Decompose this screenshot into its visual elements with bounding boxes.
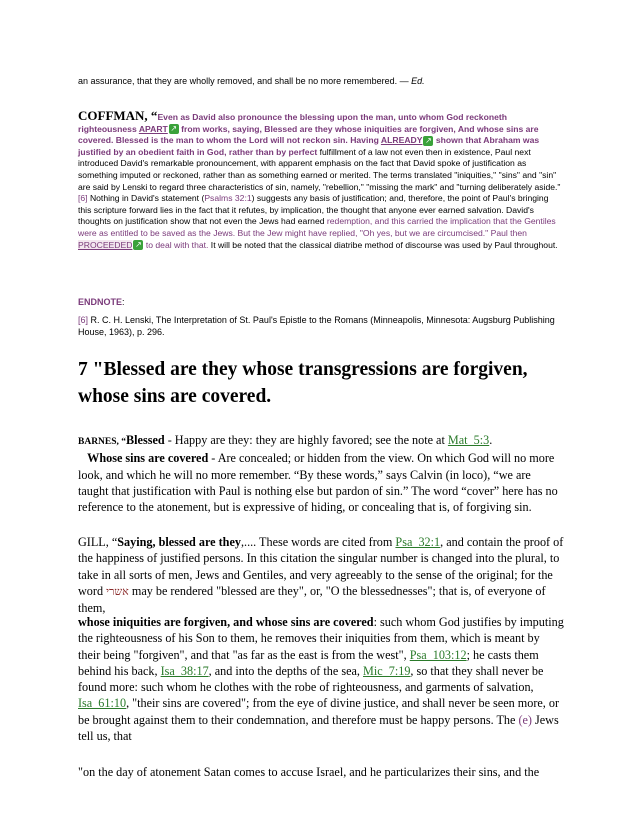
apart-link[interactable]: APART xyxy=(138,123,168,134)
ref-link[interactable]: Psa_32:1 xyxy=(395,535,441,549)
external-link-icon[interactable]: ↗ xyxy=(135,240,142,250)
external-link-icon[interactable]: ↗ xyxy=(170,124,178,134)
ref-link[interactable]: Isa_38:17 xyxy=(160,663,209,678)
proceeded-link[interactable]: PROCEEDED xyxy=(78,239,133,250)
ed-abbrev: Ed. xyxy=(411,76,425,86)
ref-link[interactable]: Psa_103:12 xyxy=(409,647,467,662)
endnote: ENDNOTE: [6] R. C. H. Lenski, The Interpretation of St. Paul's Epistle to the Romans (Minneapolis, Minnesota: Augsburg Publishing House, 1963), p. 296. xyxy=(78,297,555,337)
coffman-commentary: COFFMAN, “Even as David also pronounce the blessing upon the man, unto whom God reckoneth righteousness APART ↗ from works, saying, Blessed are they whose iniquities are forgiven, And whose sins are covered. Blessed is the man to whom the Lord will not reckon sin. Having ALREADY ↗ shown that Abraham was justified by an obedient faith in God, rather than by perfect fulfillment of a law not even then in existence, Paul next introduced David's remarkable pronouncement, with apparent emphasis on the fact that David spoke of justification as something imputed or reckoned, rather than as something earned or merited. The terms translated "iniquities," "sins" and "sin" are said by Lenski to regard three characteristics of sin, namely, "rebellion," "missing the mark" and "turning deliberately aside."[6] Nothing in David's statement (Psalms 32:1) suggests any basis of justification; and, therefore, the point of Paul's bringing this scripture forward lies in the fact that it refutes, by implication, the thought that anyone ever earned salvation. David's thoughts on justification show that not even the Jews had earned redemption, and this carried the implication that the Gentiles were as entitled to be saved as the Jews. But the Jew might have replied, "Oh yes, but we are circumcised." Paul then PROCEEDED ↗ to deal with that. It will be noted that the classical diatribe method of discourse was used by Paul throughout. xyxy=(78,108,561,250)
gill-label: GILL, “ xyxy=(78,535,118,549)
ed-line: an assurance, that they are wholly removed, and shall be no more remembered. — Ed. xyxy=(78,76,425,86)
quote-line: "on the day of atonement Satan comes to accuse Israel, and he particularizes their sins, and the xyxy=(78,765,540,779)
ref-link[interactable]: Mat_5:3 xyxy=(447,433,490,447)
external-link-icon[interactable]: ↗ xyxy=(425,135,432,145)
footnote-ref[interactable]: [6] xyxy=(78,193,88,204)
barnes-commentary: BARNES, “Blessed - Happy are they: they are highly favored; see the note at Mat_5:3. Whose sins are covered - Are concealed; or hidden from the view. On which God will no more look, and which he will no more remember. “By these words,” says Calvin (in loco), “we are taught that justification with Paul is nothing else but pardon of sin.” The word “cover” here has no reference to the atonement, but is expressive of hiding, or concealing that is, of forgiving sin. xyxy=(78,433,558,515)
ref-link[interactable]: Isa_61:10 xyxy=(78,696,127,711)
verse-heading: 7 "Blessed are they whose transgressions are forgiven, whose sins are covered. xyxy=(78,359,528,407)
endnote-fn[interactable]: [6] xyxy=(78,315,89,325)
hebrew-word: אשרי xyxy=(106,584,129,598)
gill-commentary-continued: whose iniquities are forgiven, and whose sins are covered: such whom God justifies by imputing the righteousness of his Son to them, he removes their iniquities from them, which is meant by their being "forgiven", and that "as far as the east is from the west", Psa_103:12; he casts them behind his back, Isa_38:17, and into the depths of the sea, Mic_7:19, so that they shall never be found more: such whom he clothes with the robe of righteousness, and garments of salvation, Isa_61:10, "their sins are covered"; from the eye of divine justice, and shall never be seen more, or be brought against them to their condemnation, and therefore must be happy persons. The (e) Jews tell us, that xyxy=(78,615,564,744)
coffman-label: COFFMAN, “ xyxy=(78,108,158,123)
endnote-label: ENDNOTE xyxy=(78,297,123,307)
footnote-ref[interactable]: (e) xyxy=(518,712,532,727)
gill-commentary: GILL, “Saying, blessed are they,.... These words are cited from Psa_32:1, and contain the proof of the happiness of justified persons. In this citation the singular number is changed into the plural, to take in all sorts of men, Jews and Gentiles, and very agreeably to the sense of the original; for the word אשרי may be rendered "blessed are they", or, "O the blessednesses"; that is, of everyone of them, xyxy=(78,535,564,616)
barnes-label: BARNES, “ xyxy=(78,437,127,447)
already-link[interactable]: ALREADY xyxy=(380,135,423,146)
ref-link[interactable]: Mic_7:19 xyxy=(363,663,411,678)
psalms-ref[interactable]: Psalms 32:1 xyxy=(204,193,252,204)
